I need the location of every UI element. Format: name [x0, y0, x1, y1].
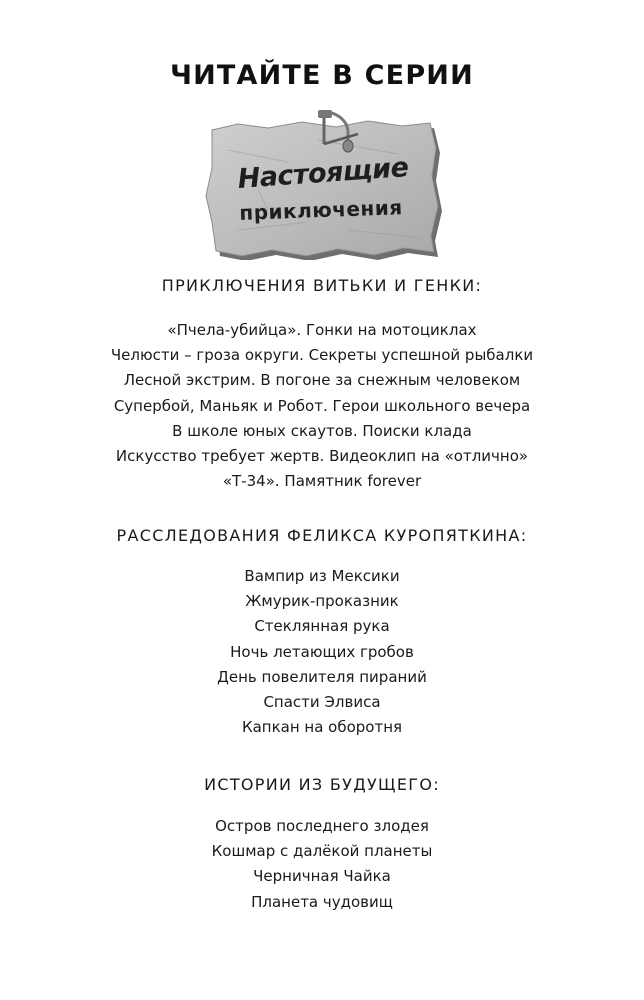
page-title: ЧИТАЙТЕ В СЕРИИ [170, 60, 474, 91]
list-item: Искусство требует жертв. Видеоклип на «отлично» [115, 447, 529, 466]
list-item: Остров последнего злодея [215, 817, 429, 835]
list-item: Черничная Чайка [253, 867, 391, 886]
section-heading-felix: РАССЛЕДОВАНИЯ ФЕЛИКСА КУРОПЯТКИНА: [116, 526, 528, 545]
book-list-felix [0, 564, 644, 740]
list-item: В школе юных скаутов. Поиски клада [172, 421, 472, 440]
book-list-vitka-genka [0, 318, 644, 494]
series-logo [198, 110, 444, 260]
list-item: Планета чудовищ [251, 892, 393, 911]
section-heading-vitka-genka: ПРИКЛЮЧЕНИЯ ВИТЬКИ И ГЕНКИ: [161, 276, 483, 295]
list-item: Спасти Элвиса [263, 693, 381, 712]
list-item: Капкан на оборотня [241, 718, 403, 737]
list-item: «Т-34». Памятник forever [222, 472, 422, 491]
list-item: Супербой, Маньяк и Робот. Герои школьного вечера [113, 396, 531, 415]
list-item: Вампир из Мексики [244, 567, 400, 585]
list-item: Стеклянная рука [254, 617, 390, 636]
list-item: Кошмар с далёкой планеты [211, 842, 433, 861]
list-item: День повелителя пираний [217, 667, 427, 686]
list-item: Жмурик-проказник [245, 592, 399, 611]
list-item: Ночь летающих гробов [230, 642, 414, 661]
list-item: «Пчела-убийца». Гонки на мотоциклах [167, 321, 477, 339]
logo-text-line1: Настоящие [236, 152, 410, 195]
book-list-future [0, 814, 644, 915]
logo-text-line2: приключения [238, 195, 404, 225]
list-item: Челюсти – гроза округи. Секреты успешной рыбалки [110, 346, 534, 365]
list-item: Лесной экстрим. В погоне за снежным человеком [123, 371, 521, 390]
section-heading-future: ИСТОРИИ ИЗ БУДУЩЕГО: [204, 775, 440, 794]
